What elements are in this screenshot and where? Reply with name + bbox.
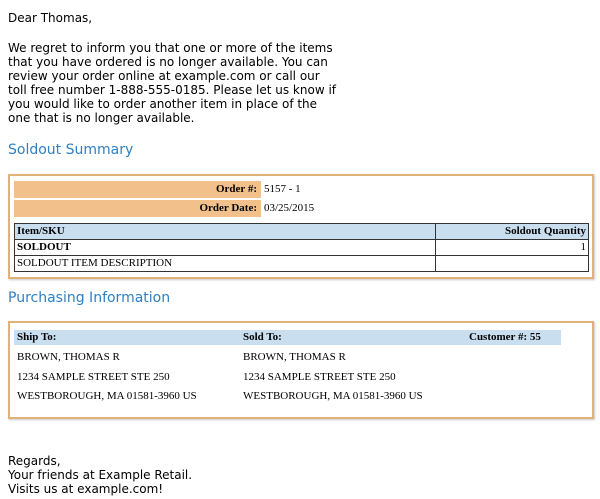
table-row <box>15 256 589 272</box>
soldout-quantity-cell <box>436 256 589 272</box>
sold-to-street: 1234 SAMPLE STREET STE 250 <box>243 371 396 383</box>
order-date-label: Order Date: <box>14 200 261 217</box>
column-header-item-sku: Item/SKU <box>15 224 436 240</box>
soldout-quantity-cell: 1 <box>436 240 589 256</box>
order-date-value: 03/25/2015 <box>264 202 315 214</box>
soldout-items-table <box>14 223 589 272</box>
soldout-summary-box <box>8 174 594 279</box>
closing-friends: Your friends at Example Retail. <box>8 468 193 482</box>
table-row <box>15 240 589 256</box>
sold-to-city: WESTBOROUGH, MA 01581-3960 US <box>243 390 423 402</box>
greeting: Dear Thomas, <box>8 11 93 25</box>
purchasing-information-heading: Purchasing Information <box>8 290 171 306</box>
closing-regards: Regards, <box>8 454 61 468</box>
message-body: We regret to inform you that one or more of the items that you have ordered is no longer available. You can review your order online at example.com or call our toll free number 1-888-555-0185. Please let us know if you would like to order another item in place of the one that is no longer available. <box>8 41 337 125</box>
order-number-value: 5157 - 1 <box>264 183 301 195</box>
ship-to-name: BROWN, THOMAS R <box>17 351 120 363</box>
table-header-row <box>15 224 589 240</box>
sold-to-name: BROWN, THOMAS R <box>243 351 346 363</box>
item-description-cell: SOLDOUT ITEM DESCRIPTION <box>15 256 436 272</box>
sold-to-header: Sold To: <box>240 330 466 345</box>
customer-number-header: Customer #: 55 <box>466 330 561 345</box>
soldout-summary-heading: Soldout Summary <box>8 142 134 158</box>
ship-to-header: Ship To: <box>14 330 240 345</box>
ship-to-street: 1234 SAMPLE STREET STE 250 <box>17 371 170 383</box>
order-number-label: Order #: <box>14 181 261 198</box>
column-header-soldout-quantity: Soldout Quantity <box>436 224 589 240</box>
purchasing-information-box <box>8 321 594 419</box>
closing-visit: Visits us at example.com! <box>8 482 164 496</box>
closing-signature <box>8 454 192 496</box>
ship-to-city: WESTBOROUGH, MA 01581-3960 US <box>17 390 197 402</box>
item-sku-cell: SOLDOUT <box>15 240 436 256</box>
